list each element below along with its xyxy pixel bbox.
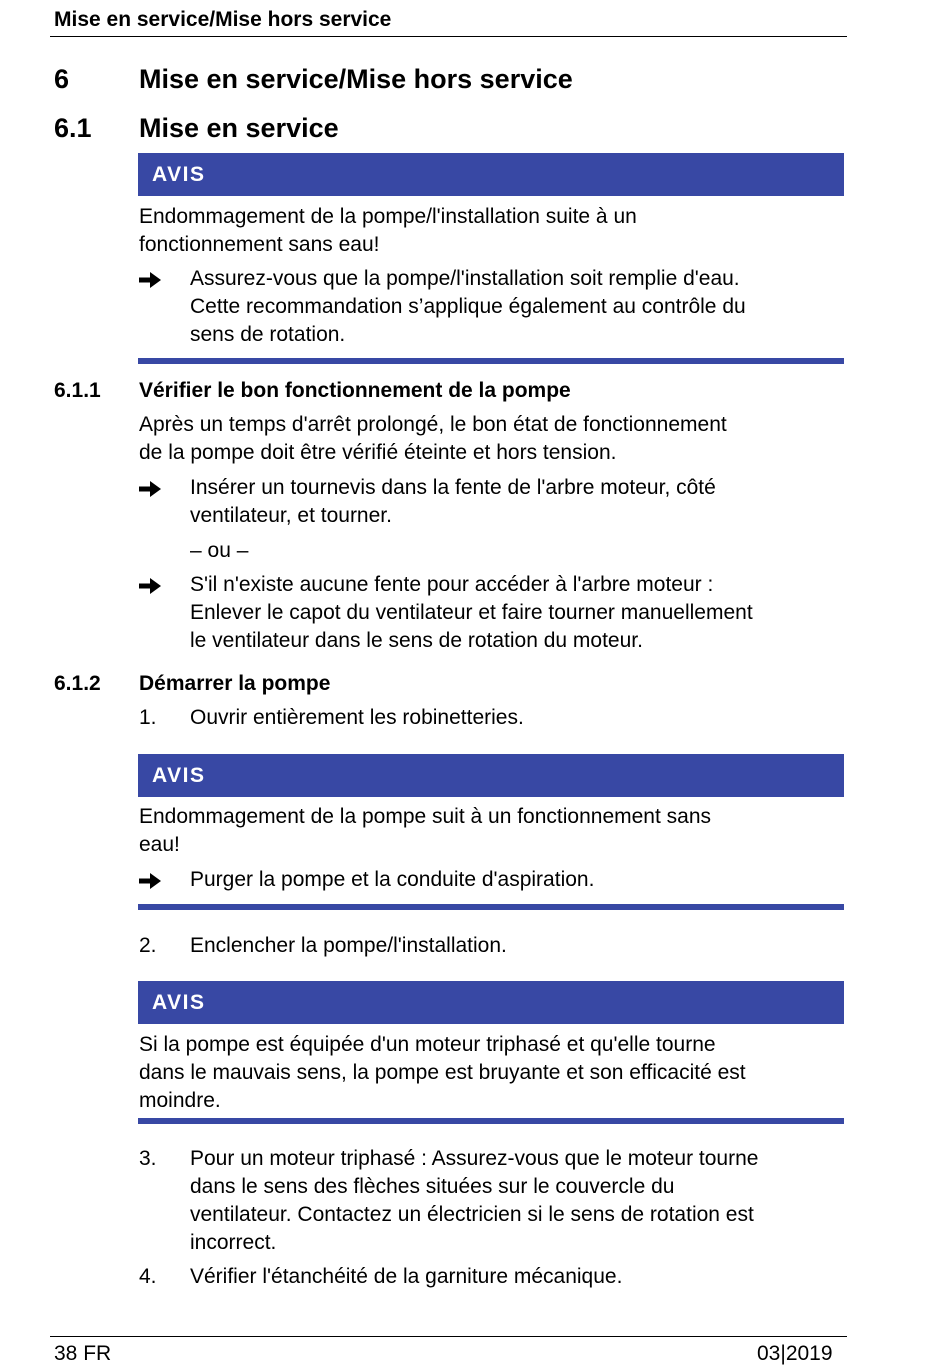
section-6-1-2-title: Démarrer la pompe	[139, 672, 331, 695]
notice-1-end-rule	[138, 358, 844, 364]
notice-2-text	[139, 803, 844, 859]
arrow-right-icon	[139, 571, 163, 599]
step-3-line: incorrect.	[190, 1231, 277, 1254]
action-line: ventilateur, et tourner.	[190, 504, 392, 527]
notice-1-action-line: Assurez-vous que la pompe/l'installation soit remplie d'eau.	[190, 267, 740, 290]
section-6-1-1-intro	[139, 411, 844, 467]
intro-line: de la pompe doit être vérifié éteinte et hors tension.	[139, 441, 617, 464]
intro-line: Après un temps d'arrêt prolongé, le bon état de fonctionnement	[139, 413, 727, 436]
notice-1-text-line: Endommagement de la pompe/l'installation suite à un	[139, 205, 637, 228]
arrow-right-icon	[139, 474, 163, 502]
notice-3-text-line: moindre.	[139, 1089, 221, 1112]
notice-3-end-rule	[138, 1118, 844, 1124]
notice-1-header: AVIS	[138, 153, 844, 196]
notice-3-header: AVIS	[138, 981, 844, 1024]
notice-2-header: AVIS	[138, 754, 844, 797]
notice-3-text-line: Si la pompe est équipée d'un moteur triphasé et qu'elle tourne	[139, 1033, 716, 1056]
notice-2-action: Purger la pompe et la conduite d'aspiration.	[190, 868, 595, 891]
step-4-number: 4.	[139, 1265, 157, 1288]
notice-1-action-line: Cette recommandation s’applique également au contrôle du	[190, 295, 746, 318]
step-3-line: Pour un moteur triphasé : Assurez-vous que le moteur tourne	[190, 1147, 759, 1170]
section-6-1-title: Mise en service	[139, 113, 339, 143]
action-line: Insérer un tournevis dans la fente de l'arbre moteur, côté	[190, 476, 716, 499]
section-6-1-1-number: 6.1.1	[54, 379, 101, 402]
or-separator: – ou –	[190, 539, 249, 562]
step-2-text: Enclencher la pompe/l'installation.	[190, 934, 507, 957]
footer-rule	[50, 1336, 847, 1337]
notice-2-text-line: eau!	[139, 833, 180, 856]
step-2-number: 2.	[139, 934, 157, 957]
action-line: S'il n'existe aucune fente pour accéder à l'arbre moteur :	[190, 573, 714, 596]
step-3-text	[190, 1145, 850, 1257]
section-6-1-1-title: Vérifier le bon fonctionnement de la pompe	[139, 379, 571, 402]
action-line: le ventilateur dans le sens de rotation du moteur.	[190, 629, 643, 652]
arrow-right-icon	[139, 265, 163, 293]
action-line: Enlever le capot du ventilateur et faire tourner manuellement	[190, 601, 753, 624]
notice-2-end-rule	[138, 904, 844, 910]
notice-3-text-line: dans le mauvais sens, la pompe est bruyante et son efficacité est	[139, 1061, 746, 1084]
notice-2-text-line: Endommagement de la pompe suit à un fonctionnement sans	[139, 805, 712, 828]
step-3-line: dans le sens des flèches situées sur le couvercle du	[190, 1175, 675, 1198]
notice-1-text	[139, 203, 844, 259]
step-1-number: 1.	[139, 706, 157, 729]
step-4-text: Vérifier l'étanchéité de la garniture mécanique.	[190, 1265, 623, 1288]
section-6-1-1-action-2	[190, 571, 850, 655]
notice-1-action	[190, 265, 850, 349]
arrow-right-icon	[139, 866, 163, 894]
section-6-1-1-action-1	[190, 474, 850, 530]
section-6-1-2-number: 6.1.2	[54, 672, 101, 695]
step-3-number: 3.	[139, 1147, 157, 1170]
step-3-line: ventilateur. Contactez un électricien si le sens de rotation est	[190, 1203, 754, 1226]
step-1-text: Ouvrir entièrement les robinetteries.	[190, 706, 524, 729]
running-header: Mise en service/Mise hors service	[54, 8, 392, 31]
notice-1-text-line: fonctionnement sans eau!	[139, 233, 380, 256]
section-6-title: Mise en service/Mise hors service	[139, 64, 573, 94]
edition-date: 03|2019	[757, 1342, 833, 1365]
section-6-number: 6	[54, 64, 70, 94]
notice-3-text	[139, 1031, 844, 1115]
page-number: 38 FR	[54, 1342, 112, 1365]
header-rule	[50, 36, 847, 37]
section-6-1-number: 6.1	[54, 113, 92, 143]
notice-1-action-line: sens de rotation.	[190, 323, 346, 346]
